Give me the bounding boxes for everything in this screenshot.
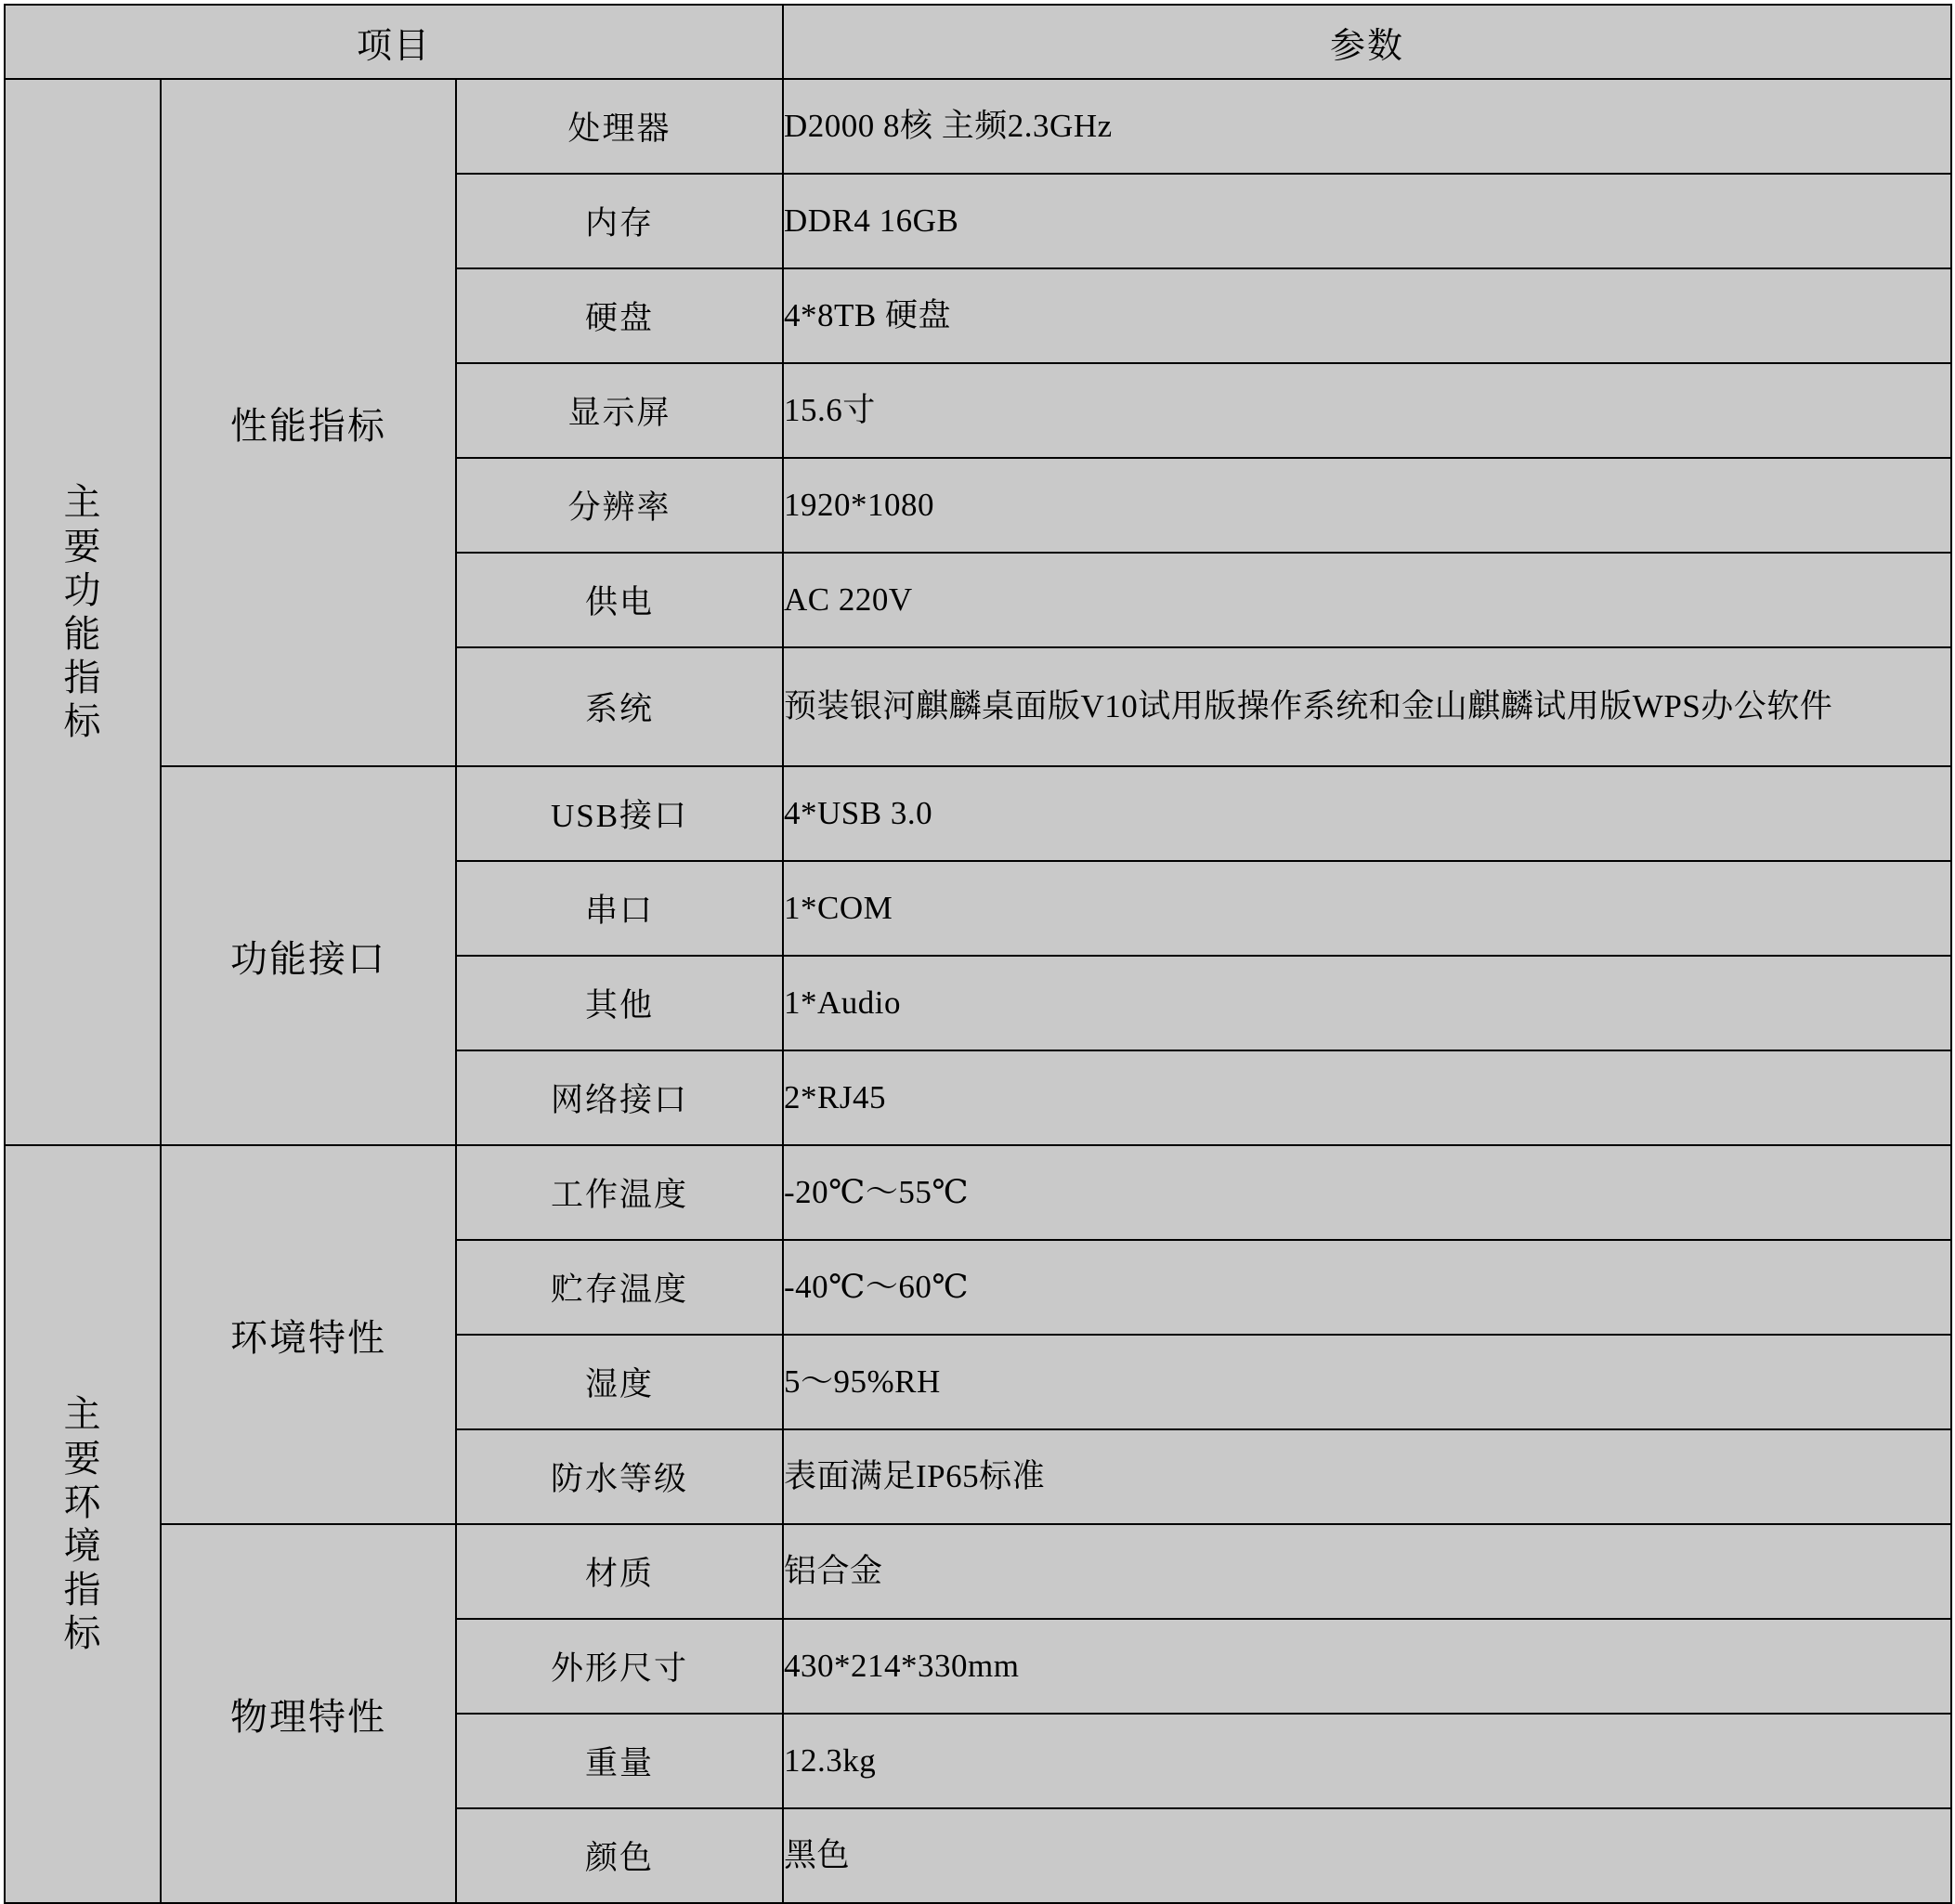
row-value-dimensions: 430*214*330mm — [783, 1619, 1951, 1714]
spec-sheet — [0, 4, 1955, 1876]
row-value-memory: DDR4 16GB — [783, 174, 1951, 268]
table-header-row — [5, 5, 1951, 79]
row-value-color: 黑色 — [783, 1808, 1951, 1903]
row-label-color: 颜色 — [456, 1808, 783, 1903]
row-label-dimensions: 外形尺寸 — [456, 1619, 783, 1714]
group-label-physical: 物理特性 — [161, 1524, 456, 1903]
table-row — [5, 79, 1951, 174]
row-value-other: 1*Audio — [783, 956, 1951, 1050]
row-label-usb: USB接口 — [456, 766, 783, 861]
group-label-environment: 环境特性 — [161, 1145, 456, 1524]
header-item: 项目 — [5, 5, 783, 79]
row-value-waterproof: 表面满足IP65标准 — [783, 1429, 1951, 1524]
section-label-main-function — [5, 79, 161, 1145]
table-row — [5, 1524, 1951, 1619]
header-parameter: 参数 — [783, 5, 1951, 79]
row-label-humidity: 湿度 — [456, 1335, 783, 1429]
row-label-processor: 处理器 — [456, 79, 783, 174]
group-label-interfaces: 功能接口 — [161, 766, 456, 1145]
row-value-storage-temperature: -40℃～60℃ — [783, 1240, 1951, 1335]
row-value-weight: 12.3kg — [783, 1714, 1951, 1808]
row-label-display: 显示屏 — [456, 363, 783, 458]
row-label-power: 供电 — [456, 553, 783, 647]
row-label-network: 网络接口 — [456, 1050, 783, 1145]
section-label-main-environment — [5, 1145, 161, 1903]
row-label-harddisk: 硬盘 — [456, 268, 783, 363]
row-value-serial: 1*COM — [783, 861, 1951, 956]
row-label-system: 系统 — [456, 647, 783, 766]
row-label-material: 材质 — [456, 1524, 783, 1619]
row-value-network: 2*RJ45 — [783, 1050, 1951, 1145]
row-value-humidity: 5～95%RH — [783, 1335, 1951, 1429]
table-row — [5, 766, 1951, 861]
group-label-performance: 性能指标 — [161, 79, 456, 766]
row-value-resolution: 1920*1080 — [783, 458, 1951, 553]
row-value-material: 铝合金 — [783, 1524, 1951, 1619]
row-label-weight: 重量 — [456, 1714, 783, 1808]
row-value-usb: 4*USB 3.0 — [783, 766, 1951, 861]
table-row — [5, 1145, 1951, 1240]
specification-table — [4, 4, 1952, 1904]
row-label-serial: 串口 — [456, 861, 783, 956]
section-label-text: 主要环境指标 — [63, 1393, 102, 1655]
row-value-processor: D2000 8核 主频2.3GHz — [783, 79, 1951, 174]
row-label-other: 其他 — [456, 956, 783, 1050]
row-value-working-temperature: -20℃～55℃ — [783, 1145, 1951, 1240]
row-label-working-temperature: 工作温度 — [456, 1145, 783, 1240]
row-label-storage-temperature: 贮存温度 — [456, 1240, 783, 1335]
section-label-text: 主要功能指标 — [63, 481, 102, 743]
row-label-waterproof: 防水等级 — [456, 1429, 783, 1524]
row-value-power: AC 220V — [783, 553, 1951, 647]
row-value-system: 预装银河麒麟桌面版V10试用版操作系统和金山麒麟试用版WPS办公软件 — [783, 647, 1951, 766]
row-label-memory: 内存 — [456, 174, 783, 268]
row-value-display: 15.6寸 — [783, 363, 1951, 458]
row-label-resolution: 分辨率 — [456, 458, 783, 553]
row-value-harddisk: 4*8TB 硬盘 — [783, 268, 1951, 363]
